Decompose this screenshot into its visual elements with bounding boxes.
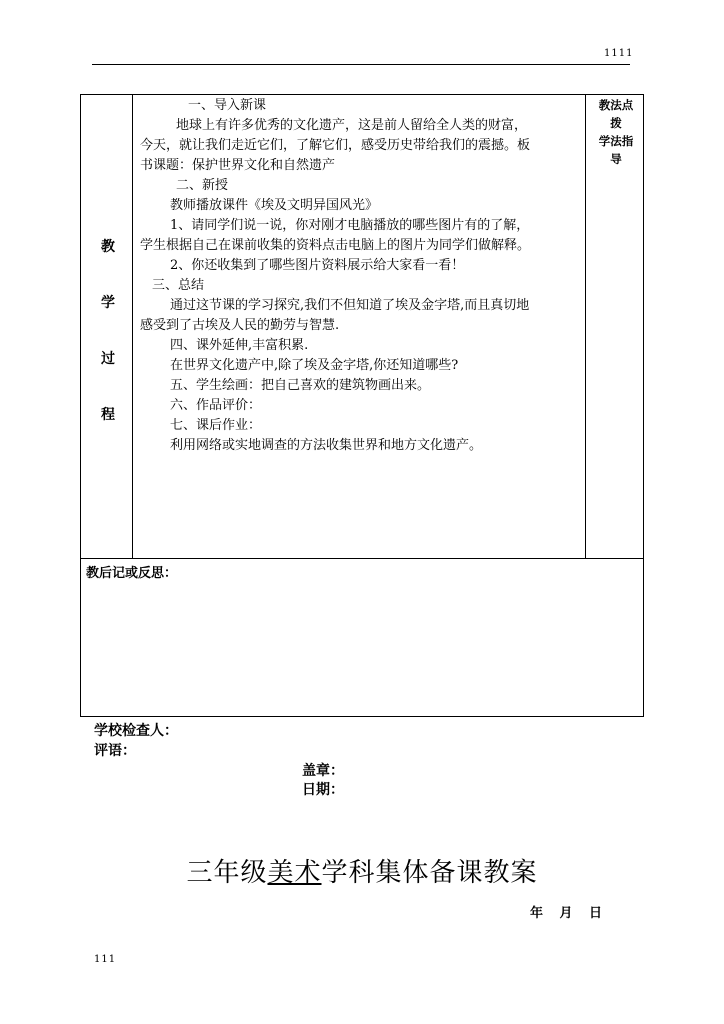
- content-line: 在世界文化遗产中,除了埃及金字塔,你还知道哪些?: [170, 358, 459, 373]
- footer-page-code: 111: [94, 954, 117, 965]
- school-inspector-label: 学校检查人：: [94, 723, 178, 739]
- side-label-char-4: 程: [101, 407, 115, 423]
- content-line: 2、你还收集到了哪些图片资料展示给大家看一看！: [170, 258, 465, 273]
- seal-label: 盖章：: [302, 763, 344, 779]
- content-line: 七、课后作业：: [170, 418, 262, 433]
- table-row-divider: [80, 558, 644, 559]
- content-line: 通过这节课的学习探究,我们不但知道了埃及金字塔,而且真切地: [170, 298, 530, 313]
- side-label-char-3: 过: [101, 351, 115, 367]
- title-subject: 美术: [267, 858, 322, 888]
- header-page-code: 1111: [604, 48, 634, 59]
- table-divider-right: [585, 94, 586, 558]
- content-line: 六、作品评价：: [170, 398, 262, 413]
- content-line: 书课题：保护世界文化和自然遗产: [140, 158, 336, 173]
- method-label-line-4: 导: [610, 152, 622, 166]
- teaching-process-content: [140, 96, 582, 456]
- content-line: 五、学生绘画：把自己喜欢的建筑物画出来。: [170, 378, 431, 393]
- content-line: 1、请同学们说一说，你对刚才电脑播放的哪些图片有的了解，: [170, 218, 530, 233]
- content-line: 二、新授: [176, 178, 229, 193]
- method-label-line-2: 拨: [610, 116, 622, 130]
- document-title: [0, 852, 724, 889]
- comment-label: 评语：: [94, 743, 136, 759]
- content-line: 地球上有许多优秀的文化遗产，这是前人留给全人类的财富，: [176, 118, 528, 133]
- side-label-char-2: 学: [101, 295, 115, 311]
- header-rule: [92, 64, 630, 65]
- content-line: 学生根据自己在课前收集的资料点击电脑上的图片为同学们做解释。: [140, 238, 531, 253]
- content-line: 教师播放课件《埃及文明异国风光》: [170, 198, 379, 213]
- method-guidance-label: [588, 96, 644, 168]
- content-line: 感受到了古埃及人民的勤劳与智慧.: [140, 318, 340, 333]
- content-line: 一、导入新课: [188, 98, 267, 113]
- title-grade: 三年级: [186, 858, 268, 888]
- table-divider-left: [132, 94, 133, 558]
- content-line: 三、总结: [152, 278, 205, 293]
- method-label-line-3: 学法指: [598, 134, 634, 148]
- title-rest: 学科集体备课教案: [321, 858, 538, 888]
- side-label-char-1: 教: [101, 239, 115, 255]
- date-blank-line: 年 月 日: [530, 906, 603, 921]
- reflection-label: 教后记或反思：: [86, 566, 178, 581]
- method-label-line-1: 教法点: [598, 98, 634, 112]
- content-line: 今天，就让我们走近它们，了解它们，感受历史带给我们的震撼。板: [140, 138, 531, 153]
- content-line: 利用网络或实地调查的方法收集世界和地方文化遗产。: [170, 438, 483, 453]
- content-line: 四、课外延伸,丰富积累.: [170, 338, 309, 353]
- date-label: 日期：: [302, 782, 344, 798]
